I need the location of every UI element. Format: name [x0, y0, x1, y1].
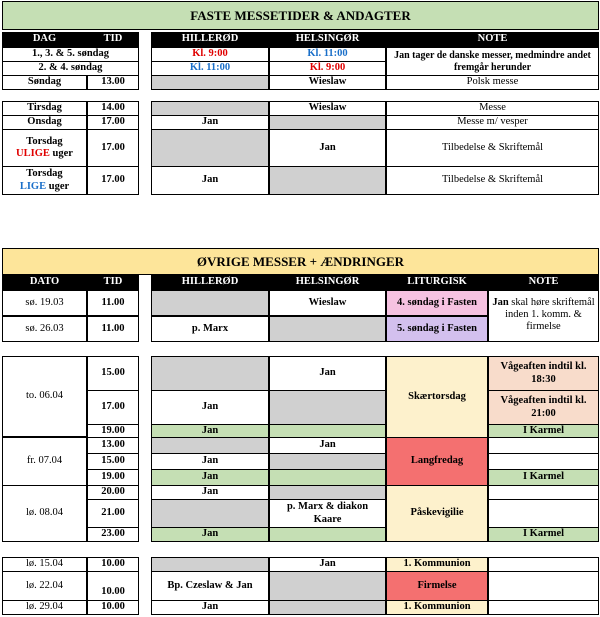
helsingor-empty-cell [269, 166, 386, 195]
note-empty-cell [488, 437, 599, 454]
parity-suffix: uger [48, 180, 70, 192]
helsingor-cell: Jan [269, 129, 386, 167]
note-name: Jan [492, 297, 509, 308]
header-dag: DAG [2, 32, 87, 47]
header-liturgisk: LITURGISK [386, 275, 488, 290]
tid-cell: 10.00 [87, 557, 139, 572]
liturgisk-cell: Skærtorsdag [386, 356, 488, 438]
note-cell: Vågeaften indtil kl. 18:30 [488, 356, 599, 391]
dato-cell: lø. 29.04 [2, 600, 87, 615]
lent-note-cell [488, 290, 599, 342]
hillerod-cell: Jan [151, 424, 269, 438]
liturgisk-cell: Påskevigilie [386, 485, 488, 542]
header-helsingor: HELSINGØR [269, 32, 386, 47]
tid-cell: 15.00 [87, 356, 139, 391]
liturgisk-cell: Langfredag [386, 437, 488, 486]
tid-cell: 23.00 [87, 527, 139, 542]
note-empty-cell [488, 557, 599, 572]
hillerod-empty-cell [151, 499, 269, 528]
tid-cell: 17.00 [87, 390, 139, 425]
dag-parity-line [16, 148, 73, 160]
hillerod-empty-cell [151, 356, 269, 391]
header-hillerod: HILLERØD [151, 275, 269, 290]
liturgisk-cell: 1. Kommunion [386, 600, 488, 615]
liturgisk-cell: Firmelse [386, 571, 488, 601]
helsingor-cell: Kl. 9:00 [269, 61, 386, 76]
note-cell: Vågeaften indtil kl. 21:00 [488, 390, 599, 425]
hillerod-empty-cell [151, 101, 269, 116]
liturgisk-cell: 5. søndag i Fasten [386, 316, 488, 342]
helsingor-empty-cell [269, 600, 386, 615]
tid-cell: 17.00 [87, 129, 139, 167]
dag-cell: 2. & 4. søndag [2, 61, 139, 76]
header-dato: DATO [2, 275, 87, 290]
helsingor-cell: p. Marx & diakon Kaare [269, 499, 386, 528]
helsingor-cell: Jan [269, 557, 386, 572]
helsingor-cell: Wieslaw [269, 290, 386, 316]
helsingor-cell: Jan [269, 437, 386, 454]
tid-cell: 11.00 [87, 316, 139, 342]
helsingor-cell: Jan [269, 356, 386, 391]
dato-cell-thu: to. 06.04 [2, 356, 87, 437]
hillerod-cell: Jan [151, 390, 269, 425]
note-cell: Tilbedelse & Skriftemål [386, 166, 599, 195]
parity-label: ULIGE [16, 148, 50, 159]
helsingor-empty-cell [269, 485, 386, 500]
note-cell: I Karmel [488, 469, 599, 486]
dag-cell: Tirsdag [2, 101, 87, 116]
hillerod-cell: Jan [151, 600, 269, 615]
tid-cell: 13.00 [87, 437, 139, 454]
hillerod-cell: Bp. Czeslaw & Jan [151, 571, 269, 601]
helsingor-empty-cell [269, 316, 386, 342]
dato-cell: sø. 26.03 [2, 316, 87, 342]
helsingor-empty-cell [269, 469, 386, 486]
header-tid: TID [87, 275, 139, 290]
header-tid: TID [87, 32, 139, 47]
tid-cell: 14.00 [87, 101, 139, 116]
hillerod-empty-cell [151, 75, 269, 90]
section2-title-band: ØVRIGE MESSER + ÆNDRINGER [2, 248, 599, 275]
hillerod-empty-cell [151, 437, 269, 454]
helsingor-empty-cell [269, 571, 386, 601]
tid-cell: 17.00 [87, 115, 139, 130]
hillerod-cell: Jan [151, 469, 269, 486]
hillerod-cell: Jan [151, 166, 269, 195]
liturgisk-cell: 4. søndag i Fasten [386, 290, 488, 316]
helsingor-empty-cell [269, 527, 386, 542]
tid-cell: 11.00 [87, 290, 139, 316]
header-helsingor: HELSINGØR [269, 275, 386, 290]
dato-cell: sø. 19.03 [2, 290, 87, 316]
parity-label: LIGE [19, 180, 47, 192]
dag-label: Torsdag [26, 168, 63, 180]
hillerod-cell: Jan [151, 527, 269, 542]
note-cell: I Karmel [488, 527, 599, 542]
hillerod-empty-cell [151, 557, 269, 572]
note-cell: Messe m/ vesper [386, 115, 599, 130]
dag-cell-torsdag-lige [2, 166, 87, 195]
note-empty-cell [488, 499, 599, 528]
note-cell: Tilbedelse & Skriftemål [386, 129, 599, 167]
header-note: NOTE [488, 275, 599, 290]
helsingor-empty-cell [269, 390, 386, 425]
helsingor-cell: Wieslaw [269, 75, 386, 90]
tid-cell: 10.00 [87, 600, 139, 615]
header-hillerod: HILLERØD [151, 32, 269, 47]
note-cell: Messe [386, 101, 599, 116]
hillerod-cell: p. Marx [151, 316, 269, 342]
tid-cell: 15.00 [87, 453, 139, 470]
tid-cell: 13.00 [87, 75, 139, 90]
helsingor-empty-cell [269, 115, 386, 130]
hillerod-empty-cell [151, 129, 269, 167]
tid-cell: 17.00 [87, 166, 139, 195]
dag-cell: Onsdag [2, 115, 87, 130]
note-empty-cell [488, 571, 599, 601]
hillerod-cell: Jan [151, 453, 269, 470]
dato-cell-fri: fr. 07.04 [2, 437, 87, 486]
hillerod-cell: Jan [151, 485, 269, 500]
parity-suffix: uger [52, 148, 73, 159]
note-text: skal høre skriftemål inden 1. komm. & firmelse [505, 297, 595, 333]
helsingor-empty-cell [269, 424, 386, 438]
liturgisk-cell: 1. Kommunion [386, 557, 488, 572]
dag-parity-line [20, 181, 69, 193]
hillerod-cell: Jan [151, 115, 269, 130]
note-cell: Polsk messe [386, 75, 599, 90]
note-empty-cell [488, 453, 599, 470]
tid-cell: 10.00 [87, 571, 139, 601]
note-empty-cell [488, 600, 599, 615]
tid-cell: 19.00 [87, 469, 139, 486]
header-note: NOTE [386, 32, 599, 47]
dato-cell: lø. 22.04 [2, 571, 87, 601]
dato-cell-sat: lø. 08.04 [2, 485, 87, 542]
helsingor-cell: Wieslaw [269, 101, 386, 116]
note-merged-cell: Jan tager de danske messer, medmindre andet fremgår herunder [386, 47, 599, 76]
tid-cell: 21.00 [87, 499, 139, 528]
dag-cell: Søndag [2, 75, 87, 90]
note-empty-cell [488, 485, 599, 500]
helsingor-cell: Kl. 11:00 [269, 47, 386, 62]
hillerod-cell: Kl. 9:00 [151, 47, 269, 62]
tid-cell: 19.00 [87, 424, 139, 438]
hillerod-empty-cell [151, 290, 269, 316]
hillerod-cell: Kl. 11:00 [151, 61, 269, 76]
dag-cell: 1., 3. & 5. søndag [2, 47, 139, 62]
section1-title-band: FASTE MESSETIDER & ANDAGTER [2, 1, 599, 30]
dato-cell: lø. 15.04 [2, 557, 87, 572]
note-cell: I Karmel [488, 424, 599, 438]
dag-cell-torsdag-ulige [2, 129, 87, 167]
tid-cell: 20.00 [87, 485, 139, 500]
helsingor-empty-cell [269, 453, 386, 470]
dag-label: Torsdag [26, 135, 63, 147]
